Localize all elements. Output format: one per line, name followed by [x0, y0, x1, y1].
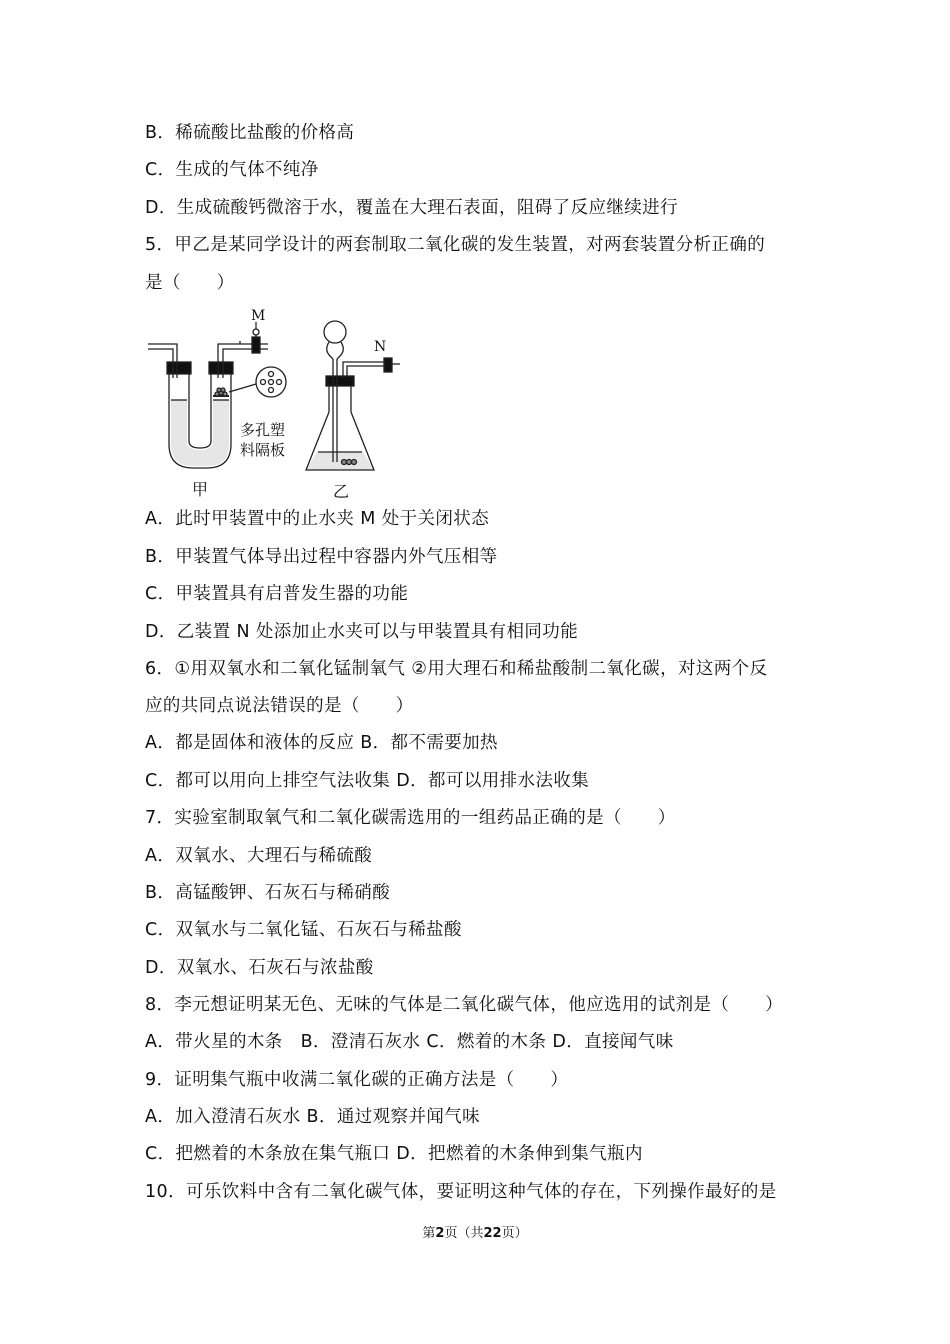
text-line: 应的共同点说法错误的是（ ） [145, 696, 414, 716]
footer-suffix: 页） [501, 1226, 528, 1241]
footer-mid: 页（共 [444, 1226, 484, 1241]
text-line: D．生成硫酸钙微溶于水，覆盖在大理石表面，阻碍了反应继续进行 [145, 198, 678, 218]
text-line: 9．证明集气瓶中收满二氧化碳的正确方法是（ ） [145, 1070, 569, 1090]
text-line: A．此时甲装置中的止水夹 M 处于关闭状态 [145, 509, 490, 529]
text-line: D．双氧水、石灰石与浓盐酸 [145, 958, 374, 978]
text-line: A．都是固体和液体的反应 B．都不需要加热 [145, 733, 498, 753]
text-line: A．带火星的木条 B．澄清石灰水 C．燃着的木条 D．直接闻气味 [145, 1032, 674, 1052]
apparatus-figure [140, 304, 410, 502]
text-line: A．双氧水、大理石与稀硫酸 [145, 846, 373, 866]
text-line: C．都可以用向上排空气法收集 D．都可以用排水法收集 [145, 771, 590, 791]
text-line: C．生成的气体不纯净 [145, 160, 319, 180]
text-line: B．甲装置气体导出过程中容器内外气压相等 [145, 547, 498, 567]
footer-prefix: 第 [422, 1226, 436, 1241]
text-line: 5．甲乙是某同学设计的两套制取二氧化碳的发生装置，对两套装置分析正确的 [145, 235, 766, 255]
page-footer [0, 1225, 950, 1243]
caption-yi: 乙 [333, 482, 350, 501]
text-line: A．加入澄清石灰水 B．通过观察并闻气味 [145, 1107, 481, 1127]
text-line: C．把燃着的木条放在集气瓶口 D．把燃着的木条伸到集气瓶内 [145, 1144, 643, 1164]
text-line: 8．李元想证明某无色、无味的气体是二氧化碳气体，他应选用的试剂是（ ） [145, 995, 784, 1015]
text-line: B．高锰酸钾、石灰石与稀硝酸 [145, 883, 391, 903]
text-line: 10．可乐饮料中含有二氧化碳气体，要证明这种气体的存在，下列操作最好的是 [145, 1182, 777, 1202]
text-line: 6．①用双氧水和二氧化锰制氧气 ②用大理石和稀盐酸制二氧化碳，对这两个反 [145, 659, 768, 679]
text-line: C．双氧水与二氧化锰、石灰石与稀盐酸 [145, 920, 462, 940]
caption-jia: 甲 [192, 480, 209, 499]
footer-page-number: 2 [435, 1226, 445, 1241]
plate-label-line2: 料隔板 [240, 441, 286, 459]
label-n: N [374, 339, 387, 355]
footer-total-pages: 22 [483, 1226, 502, 1241]
text-line: B．稀硫酸比盐酸的价格高 [145, 123, 355, 143]
text-line: 7．实验室制取氧气和二氧化碳需选用的一组药品正确的是（ ） [145, 808, 676, 828]
text-line: D．乙装置 N 处添加止水夹可以与甲装置具有相同功能 [145, 622, 579, 642]
text-line: C．甲装置具有启普发生器的功能 [145, 584, 409, 604]
label-m: M [251, 308, 266, 324]
text-line: 是（ ） [145, 273, 235, 293]
plate-label-line1: 多孔塑 [240, 421, 286, 439]
